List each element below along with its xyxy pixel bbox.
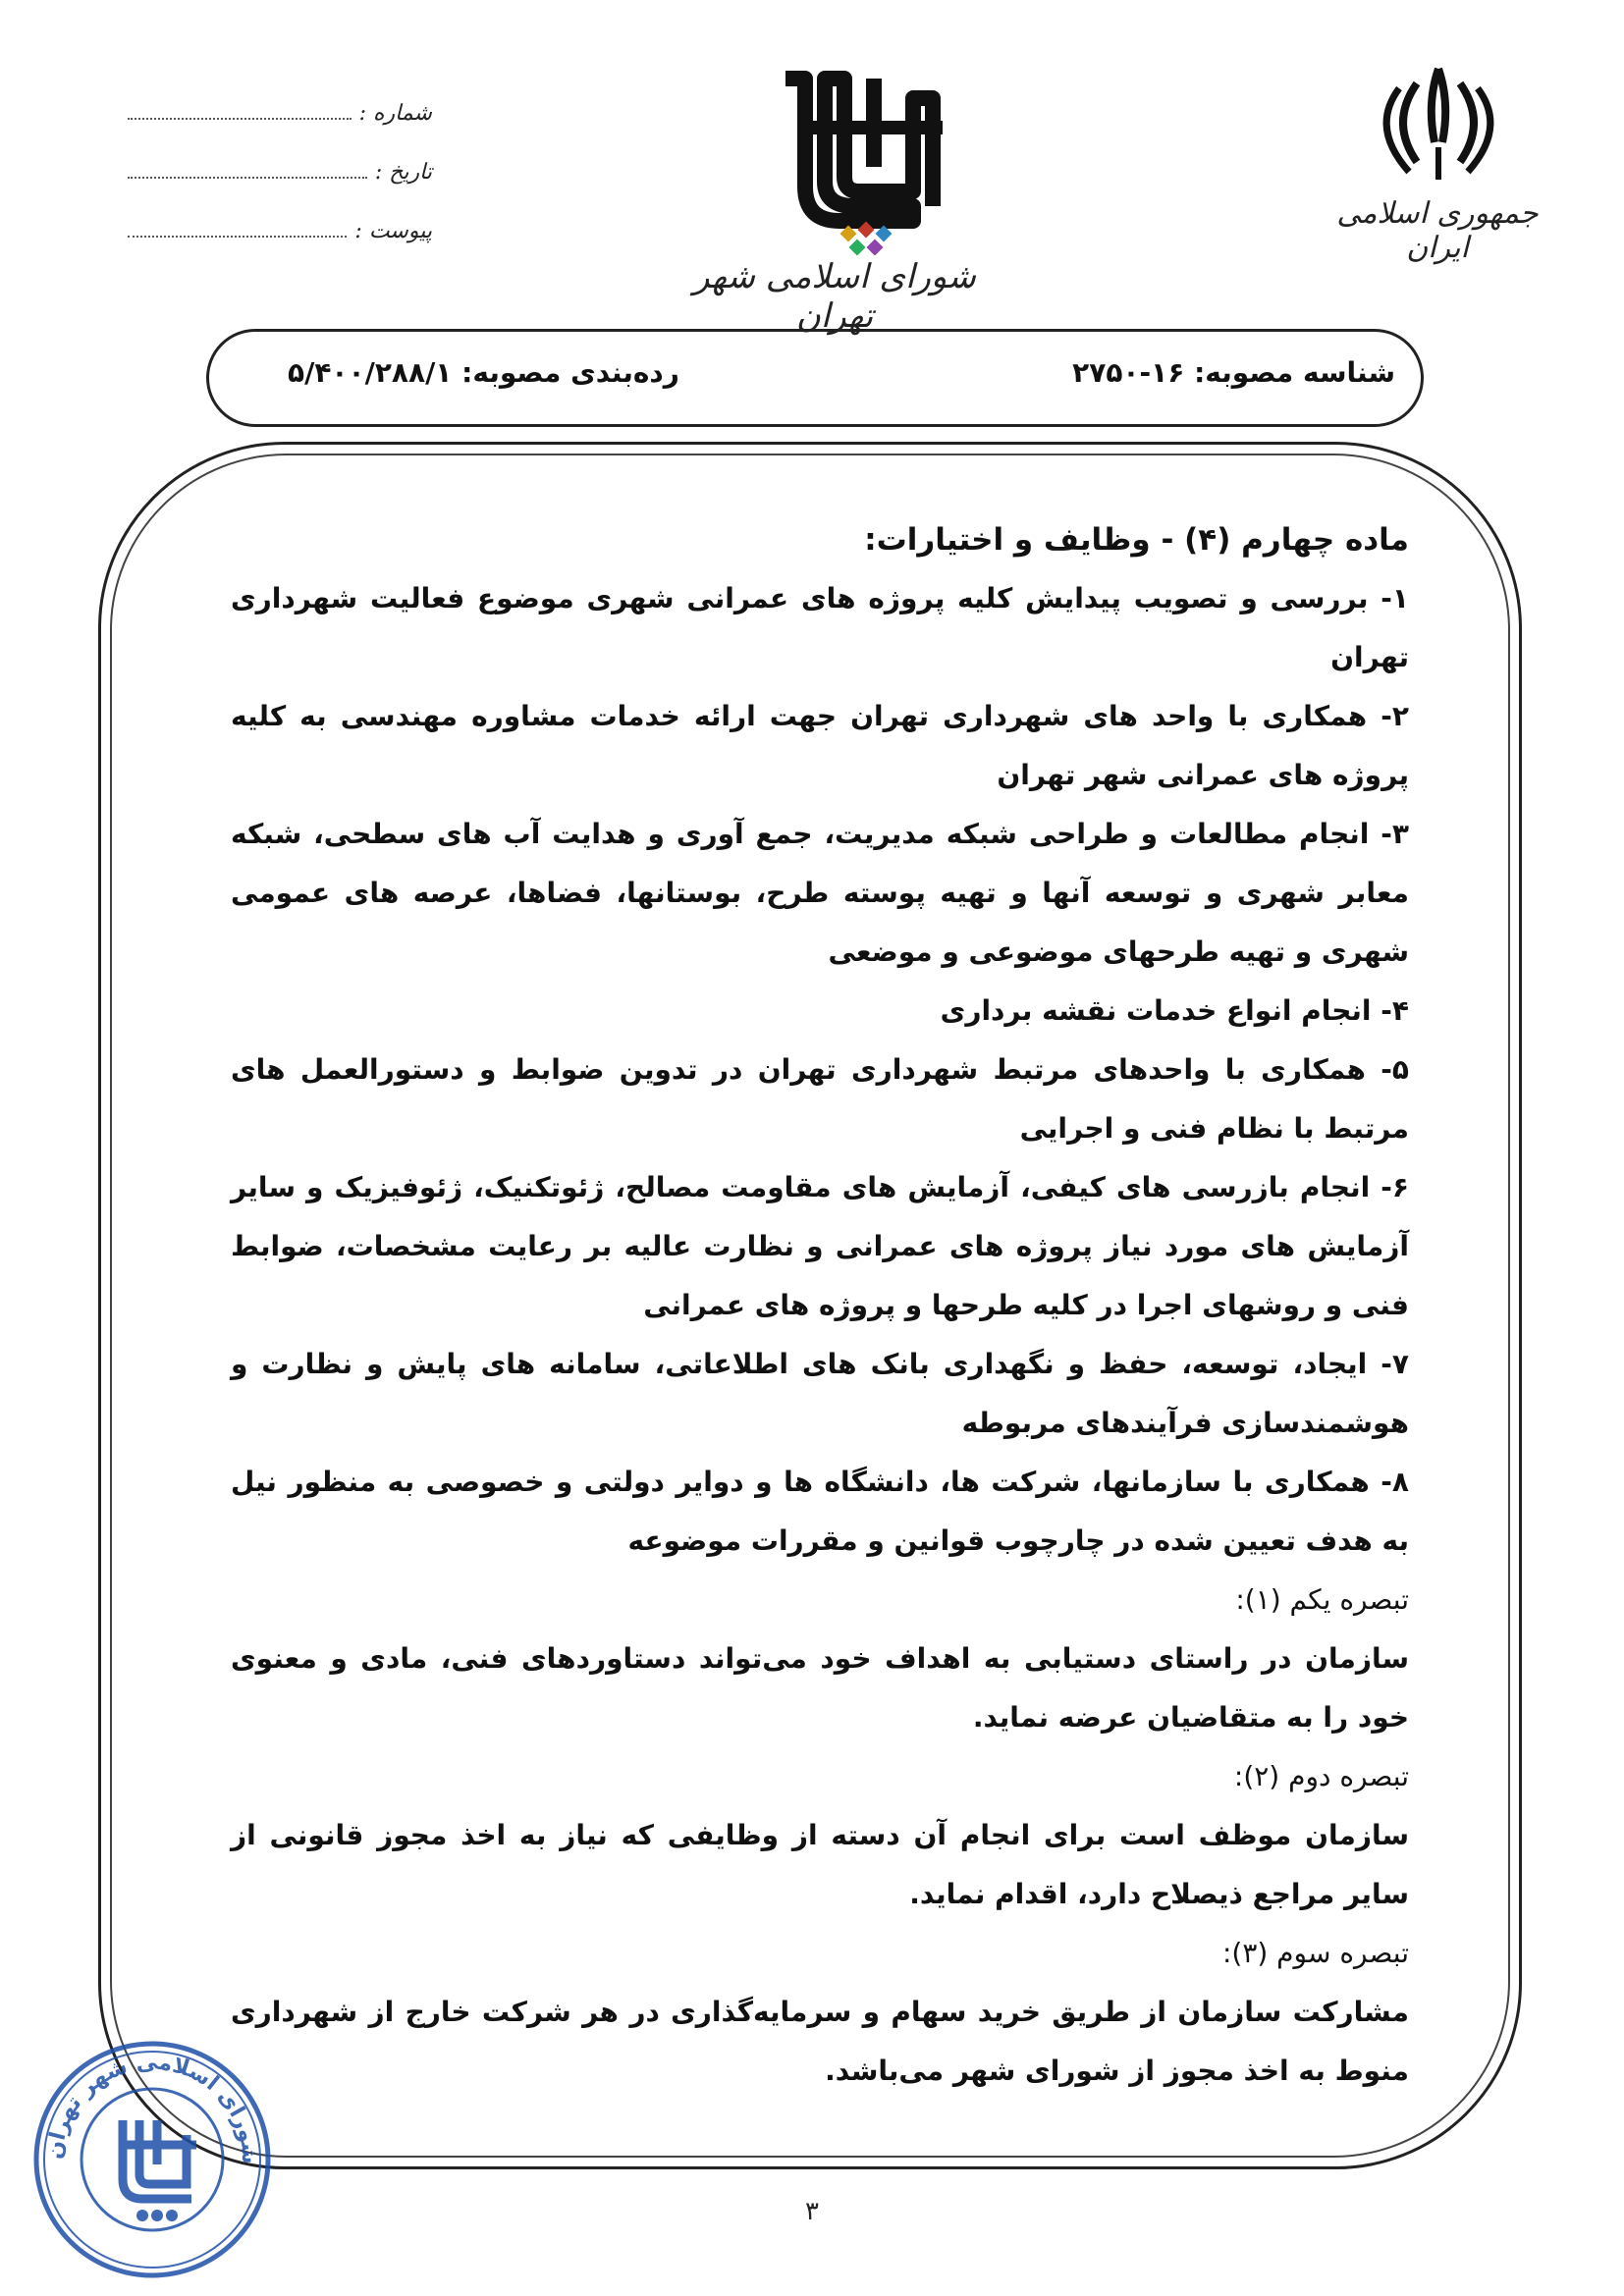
article-item: ۳- انجام مطالعات و طراحی شبکه مدیریت، جمع آوری و هدایت آب های سطحی، شبکه معابر شهری و توسعه آنها و تهیه پوسته طرح، بوستانها، فضاها، عرصه های عمومی شهری و تهیه طرحهای موضوعی و موضعی bbox=[231, 818, 1409, 968]
article-item: ۸- همکاری با سازمانها، شرکت ها، دانشگاه ها و دوایر دولتی و خصوصی به منظور نیل به هدف تعیین شده در چارچوب قوانین و مقررات موضوعه bbox=[231, 1466, 1409, 1557]
council-caption: شورای اسلامی شهر تهران bbox=[693, 257, 976, 336]
resolution-id: شناسه مصوبه: ۱۶-۲۷۵۰ bbox=[1072, 356, 1395, 389]
iran-emblem-icon bbox=[1370, 54, 1507, 191]
article-item: ۲- همکاری با واحد های شهرداری تهران جهت ارائه خدمات مشاوره مهندسی به کلیه پروژه های عمرانی شهر تهران bbox=[231, 700, 1409, 791]
date-label: تاریخ : bbox=[374, 160, 432, 185]
note-heading: تبصره یکم (۱): bbox=[1235, 1583, 1409, 1616]
attachment-field bbox=[128, 204, 432, 243]
note-heading: تبصره سوم (۳): bbox=[1221, 1937, 1409, 1969]
emblem-caption: جمهوری اسلامی ایران bbox=[1336, 196, 1539, 265]
note-text: سازمان در راستای دستیابی به اهداف خود می‌تواند دستاوردهای فنی، مادی و معنوی خود را به متقاضیان عرضه نماید. bbox=[231, 1642, 1409, 1734]
article-item: ۵- همکاری با واحدهای مرتبط شهرداری تهران در تدوین ضوابط و دستورالعمل های مرتبط با نظام فنی و اجرایی bbox=[231, 1053, 1409, 1145]
article-body bbox=[231, 510, 1409, 2101]
council-stamp-icon bbox=[29, 2037, 275, 2282]
page-number: ۳ bbox=[805, 2197, 819, 2226]
note-text: مشارکت سازمان از طریق خرید سهام و سرمایه‌گذاری در هر شرکت خارج از شهرداری منوط به اخذ مجوز از شورای شهر می‌باشد. bbox=[231, 1996, 1409, 2087]
article-item: ۶- انجام بازرسی های کیفی، آزمایش های مقاومت مصالح، ژئوتکنیک، ژئوفیزیک و سایر آزمایش های مورد نیاز پروژه های عمرانی و نظارت عالیه بر رعایت مشخصات، ضوابط فنی و روشهای اجرا در کلیه طرحها و پروژه های عمرانی bbox=[231, 1171, 1409, 1321]
article-item: ۱- بررسی و تصویب پیدایش کلیه پروژه های عمرانی شهری موضوع فعالیت شهرداری تهران bbox=[231, 582, 1409, 673]
number-dotted-line bbox=[128, 117, 352, 120]
note-text: سازمان موظف است برای انجام آن دسته از وظایفی که نیاز به اخذ مجوز قانونی از سایر مراجع ذیصلاح دارد، اقدام نماید. bbox=[231, 1819, 1409, 1910]
resolution-classification: رده‌بندی مصوبه: ۵/۴۰۰/۲۸۸/۱ bbox=[288, 356, 679, 389]
attachment-label: پیوست : bbox=[354, 219, 432, 243]
date-field bbox=[128, 145, 432, 185]
attachment-dotted-line bbox=[128, 235, 347, 238]
number-field bbox=[128, 86, 432, 126]
note-heading: تبصره دوم (۲): bbox=[1233, 1760, 1409, 1792]
council-logo-icon bbox=[746, 59, 952, 255]
article-item: ۴- انجام انواع خدمات نقشه برداری bbox=[940, 994, 1409, 1027]
article-item: ۷- ایجاد، توسعه، حفظ و نگهداری بانک های اطلاعاتی، سامانه های پایش و نظارت و هوشمندسازی فرآیندهای مربوطه bbox=[231, 1348, 1409, 1439]
stamp-ring-text: شورای اسلامی شهر تهران bbox=[42, 2050, 262, 2165]
date-dotted-line bbox=[128, 176, 367, 179]
number-label: شماره : bbox=[358, 101, 432, 126]
article-title: ماده چهارم (۴) - وظایف و اختیارات: bbox=[864, 522, 1409, 558]
